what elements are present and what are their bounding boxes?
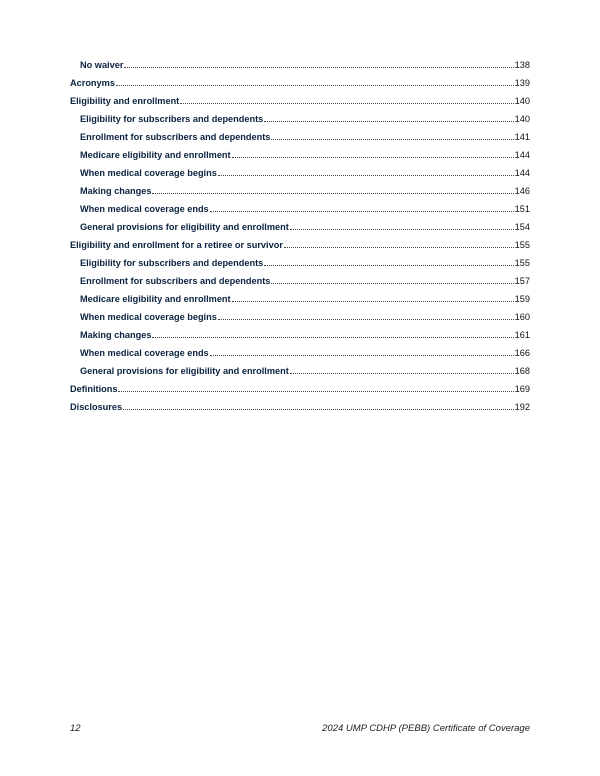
toc-entry-page: 192 bbox=[514, 402, 530, 412]
toc-entry-label: Definitions bbox=[70, 384, 118, 394]
toc-entry-page: 144 bbox=[514, 168, 530, 178]
toc-dot-leader bbox=[210, 211, 514, 212]
toc-entry-label: When medical coverage ends bbox=[80, 348, 209, 358]
toc-entry-page: 161 bbox=[514, 330, 530, 340]
table-of-contents bbox=[70, 52, 530, 412]
toc-entry[interactable] bbox=[70, 88, 530, 106]
toc-dot-leader bbox=[290, 373, 514, 374]
toc-entry-label: Medicare eligibility and enrollment bbox=[80, 150, 231, 160]
toc-dot-leader bbox=[152, 193, 513, 194]
toc-dot-leader bbox=[180, 103, 513, 104]
toc-entry-label: Making changes bbox=[80, 330, 152, 340]
toc-entry-page: 138 bbox=[514, 60, 530, 70]
toc-entry-page: 159 bbox=[514, 294, 530, 304]
toc-entry[interactable] bbox=[70, 376, 530, 394]
footer-document-title: 2024 UMP CDHP (PEBB) Certificate of Coverage bbox=[322, 723, 530, 734]
toc-dot-leader bbox=[210, 355, 514, 356]
toc-dot-leader bbox=[290, 229, 514, 230]
toc-entry-label: No waiver bbox=[80, 60, 124, 70]
toc-entry-page: 140 bbox=[514, 96, 530, 106]
toc-entry[interactable] bbox=[70, 394, 530, 412]
toc-entry-label: When medical coverage begins bbox=[80, 168, 217, 178]
toc-entry[interactable] bbox=[70, 250, 530, 268]
toc-entry-page: 154 bbox=[514, 222, 530, 232]
toc-entry-page: 139 bbox=[514, 78, 530, 88]
toc-entry-label: When medical coverage ends bbox=[80, 204, 209, 214]
toc-dot-leader bbox=[284, 247, 514, 248]
toc-entry-page: 144 bbox=[514, 150, 530, 160]
toc-entry-label: When medical coverage begins bbox=[80, 312, 217, 322]
toc-entry[interactable] bbox=[70, 232, 530, 250]
toc-entry[interactable] bbox=[70, 340, 530, 358]
toc-entry-label: Enrollment for subscribers and dependents bbox=[80, 276, 271, 286]
toc-entry-label: Eligibility for subscribers and dependents bbox=[80, 114, 264, 124]
toc-dot-leader bbox=[152, 337, 513, 338]
toc-entry-label: Disclosures bbox=[70, 402, 123, 412]
toc-entry-page: 166 bbox=[514, 348, 530, 358]
page-footer bbox=[70, 723, 530, 734]
toc-dot-leader bbox=[271, 283, 513, 284]
toc-entry-label: General provisions for eligibility and enrollment bbox=[80, 366, 289, 376]
toc-entry[interactable] bbox=[70, 214, 530, 232]
toc-entry-page: 146 bbox=[514, 186, 530, 196]
toc-entry[interactable] bbox=[70, 106, 530, 124]
toc-entry-page: 157 bbox=[514, 276, 530, 286]
toc-entry-label: Enrollment for subscribers and dependents bbox=[80, 132, 271, 142]
toc-dot-leader bbox=[264, 121, 513, 122]
toc-entry[interactable] bbox=[70, 178, 530, 196]
toc-entry[interactable] bbox=[70, 142, 530, 160]
toc-entry-page: 155 bbox=[514, 240, 530, 250]
toc-entry-page: 141 bbox=[514, 132, 530, 142]
toc-entry[interactable] bbox=[70, 304, 530, 322]
toc-dot-leader bbox=[232, 157, 514, 158]
toc-dot-leader bbox=[271, 139, 513, 140]
toc-dot-leader bbox=[118, 391, 513, 392]
toc-dot-leader bbox=[264, 265, 513, 266]
toc-entry-page: 140 bbox=[514, 114, 530, 124]
toc-entry[interactable] bbox=[70, 70, 530, 88]
toc-entry-label: General provisions for eligibility and enrollment bbox=[80, 222, 289, 232]
toc-dot-leader bbox=[218, 319, 514, 320]
toc-dot-leader bbox=[218, 175, 514, 176]
toc-entry-label: Medicare eligibility and enrollment bbox=[80, 294, 231, 304]
toc-entry-page: 160 bbox=[514, 312, 530, 322]
toc-entry-page: 169 bbox=[514, 384, 530, 394]
toc-entry-label: Eligibility and enrollment bbox=[70, 96, 180, 106]
footer-page-number: 12 bbox=[70, 723, 81, 734]
toc-entry[interactable] bbox=[70, 268, 530, 286]
toc-dot-leader bbox=[116, 85, 514, 86]
toc-entry[interactable] bbox=[70, 196, 530, 214]
toc-dot-leader bbox=[124, 67, 513, 68]
toc-entry[interactable] bbox=[70, 160, 530, 178]
toc-entry-label: Eligibility for subscribers and dependents bbox=[80, 258, 264, 268]
toc-dot-leader bbox=[232, 301, 514, 302]
toc-entry[interactable] bbox=[70, 358, 530, 376]
toc-entry[interactable] bbox=[70, 286, 530, 304]
toc-entry-label: Making changes bbox=[80, 186, 152, 196]
toc-entry[interactable] bbox=[70, 322, 530, 340]
toc-entry-page: 151 bbox=[514, 204, 530, 214]
toc-entry[interactable] bbox=[70, 124, 530, 142]
toc-entry-label: Acronyms bbox=[70, 78, 115, 88]
toc-entry[interactable] bbox=[70, 52, 530, 70]
toc-entry-page: 168 bbox=[514, 366, 530, 376]
toc-entry-label: Eligibility and enrollment for a retiree or survivor bbox=[70, 240, 283, 250]
toc-dot-leader bbox=[123, 409, 514, 410]
toc-entry-page: 155 bbox=[514, 258, 530, 268]
